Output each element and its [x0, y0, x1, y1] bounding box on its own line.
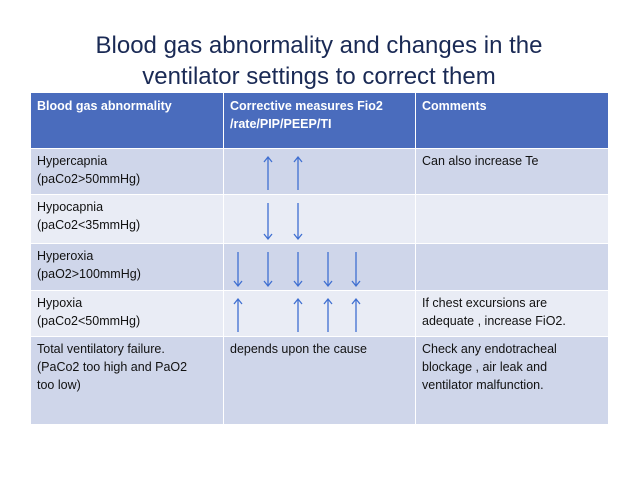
abnormality-cell: Hypoxia (paCo2<50mmHg) [31, 291, 224, 337]
header-abnormality: Blood gas abnormality [31, 93, 224, 149]
header-comments: Comments [416, 93, 609, 149]
comments-cell [416, 195, 609, 244]
arrows-svg [224, 195, 414, 243]
abnormality-cell: Hypercapnia (paCo2>50mmHg) [31, 149, 224, 195]
comments-cell: Can also increase Te [416, 149, 609, 195]
measures-arrows-cell [224, 244, 416, 291]
arrows-svg [224, 291, 414, 336]
abnormality-cell: Hypocapnia (paCo2<35mmHg) [31, 195, 224, 244]
arrow-down-icon [264, 252, 272, 286]
table-row [31, 195, 609, 244]
measures-arrows-cell [224, 195, 416, 244]
arrow-down-icon [294, 203, 302, 239]
arrow-down-icon [324, 252, 332, 286]
measures-text-cell: depends upon the cause [224, 337, 416, 425]
arrow-down-icon [234, 252, 242, 286]
arrow-down-icon [294, 252, 302, 286]
table-row [31, 337, 609, 425]
table-header-row [31, 93, 609, 149]
slide-title [0, 30, 638, 92]
title-line-1: Blood gas abnormality and changes in the [95, 32, 543, 59]
comments-cell: Check any endotracheal blockage , air leak and ventilator malfunction. [416, 337, 609, 425]
measures-arrows-cell [224, 149, 416, 195]
table-row [31, 291, 609, 337]
arrow-up-icon [234, 299, 242, 332]
arrow-up-icon [294, 157, 302, 190]
abnormality-cell: Total ventilatory failure. (PaCo2 too high and PaO2 too low) [31, 337, 224, 425]
arrows-svg [224, 149, 414, 194]
title-line-2: ventilator settings to correct them [142, 63, 496, 90]
arrow-up-icon [294, 299, 302, 332]
arrows-svg [224, 244, 414, 290]
arrow-up-icon [264, 157, 272, 190]
arrow-down-icon [352, 252, 360, 286]
abnormality-cell: Hyperoxia (paO2>100mmHg) [31, 244, 224, 291]
comments-cell: If chest excursions are adequate , increase FiO2. [416, 291, 609, 337]
measures-arrows-cell [224, 291, 416, 337]
arrow-up-icon [352, 299, 360, 332]
arrow-up-icon [324, 299, 332, 332]
arrow-down-icon [264, 203, 272, 239]
table-row [31, 149, 609, 195]
comments-cell [416, 244, 609, 291]
header-corrective-measures: Corrective measures Fio2 /rate/PIP/PEEP/TI [224, 93, 416, 149]
table-row [31, 244, 609, 291]
blood-gas-table [30, 92, 609, 425]
